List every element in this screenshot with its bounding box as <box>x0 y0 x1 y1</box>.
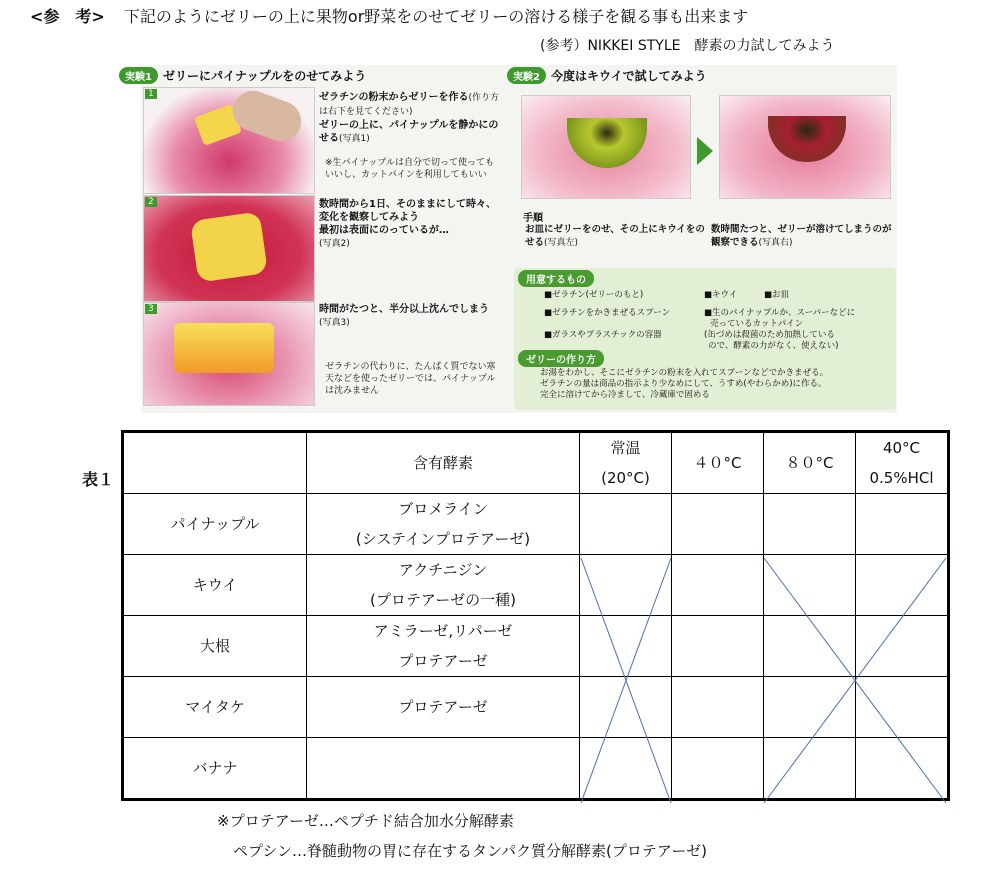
result-cell <box>856 494 949 555</box>
photo-3 <box>143 302 315 406</box>
photo-1 <box>143 87 315 194</box>
footnote-pepsin: ペプシン…脊髄動物の胃に存在するタンパク質分解酵素(プロテアーゼ) <box>233 842 707 860</box>
step3-a: 時間がたつと、半分以上沈んでしまう <box>319 304 489 315</box>
fruit-name-cell: 大根 <box>123 616 307 677</box>
exp2-step-a-note: (写真左) <box>544 238 579 248</box>
result-cell <box>580 616 672 677</box>
header-cell: ８０°C <box>764 432 856 494</box>
exp1-title <box>119 67 366 84</box>
enzyme-cell: ブロメライン (システインプロテアーゼ) <box>307 494 580 555</box>
step1-note: ※生パイナップルは自分で切って使ってもいいし、カットパインを利用してもいい <box>325 158 495 180</box>
reference-tag: <参 考> <box>30 7 105 26</box>
step3-note: ゼラチンの代わりに、たんぱく質でない寒天などを使ったゼリーでは、パイナップルは沈みません <box>325 362 496 396</box>
fruit-name-cell: キウイ <box>123 555 307 616</box>
fruit-name-cell: マイタケ <box>123 677 307 738</box>
table-row <box>123 494 949 555</box>
result-cell <box>856 555 949 616</box>
header-line <box>30 4 748 27</box>
table-label: 表１ <box>82 470 115 489</box>
step1-a-note: (作り方は右下を見てください) <box>319 93 500 117</box>
prep-item: 売っているカットパイン <box>710 319 804 329</box>
result-cell <box>764 677 856 738</box>
prep-item: ので、酵素の力がなく、使えない) <box>708 341 839 351</box>
step1-number: 1 <box>145 89 157 99</box>
header-cell <box>123 432 307 494</box>
result-cell <box>580 555 672 616</box>
fruit-name-cell: バナナ <box>123 738 307 800</box>
table-row <box>123 616 949 677</box>
step2-a: 数時間から1日、そのままにして時々、変化を観察してみよう <box>319 199 496 223</box>
exp2-step-b-text: 数時間たつと、ゼリーが溶けてしまうのが観察できる <box>711 224 892 248</box>
step1-text <box>319 91 499 146</box>
photo-2 <box>143 195 315 302</box>
result-cell <box>580 677 672 738</box>
step1-a: ゼラチンの粉末からゼリーを作る <box>319 92 469 103</box>
step1-b: ゼリーの上に、パイナップルを静かにのせる <box>319 120 499 144</box>
enzyme-table <box>121 430 950 801</box>
step2-text <box>319 198 499 251</box>
step2-number: 2 <box>145 197 157 207</box>
result-cell <box>580 738 672 800</box>
result-cell <box>764 555 856 616</box>
table-row <box>123 738 949 800</box>
step1-b-note: (写真1) <box>339 134 370 144</box>
result-cell <box>580 494 672 555</box>
prep-item: ■ガラスやプラスチックの容器 <box>544 330 662 340</box>
exp2-title-text: 今度はキウイで試してみよう <box>550 69 707 83</box>
exp2-badge: 実験2 <box>507 67 546 84</box>
jelly-step: お湯をわかし、そこにゼラチンの粉末を入れてスプーンなどでかきまぜる。 <box>540 368 829 378</box>
enzyme-cell: アクチニジン (プロテアーゼの一種) <box>307 555 580 616</box>
exp2-step-a <box>525 223 707 250</box>
result-cell <box>764 616 856 677</box>
enzyme-cell <box>307 738 580 800</box>
pineapple-piece <box>174 323 274 373</box>
jelly-method-title: ゼリーの作り方 <box>518 350 604 367</box>
step3-text <box>319 303 499 330</box>
arrow-right-icon <box>697 137 713 165</box>
preparation-box <box>514 268 896 410</box>
step3-a-note: (写真3) <box>319 318 350 328</box>
result-cell <box>672 738 764 800</box>
result-cell <box>672 616 764 677</box>
result-cell <box>764 494 856 555</box>
step2-b: 最初は表面にのっているが… <box>319 225 449 236</box>
kiwi-slice <box>567 118 647 168</box>
fruit-name-cell: パイナップル <box>123 494 307 555</box>
prep-item: ■生のパイナップルか、スーパーなどに <box>704 308 856 318</box>
exp2-step-b <box>711 223 893 250</box>
enzyme-cell: アミラーゼ,リパーゼ プロテアーゼ <box>307 616 580 677</box>
hand-shape <box>227 85 306 147</box>
result-cell <box>672 555 764 616</box>
kiwi-slice <box>768 116 846 162</box>
prep-item: ■キウイ <box>704 290 738 300</box>
exp2-title <box>507 67 707 84</box>
source-citation: (参考）NIKKEI STYLE 酵素の力試してみよう <box>540 38 835 54</box>
prep-title: 用意するもの <box>518 270 594 287</box>
exp1-badge: 実験1 <box>119 67 158 84</box>
prep-item: ■ゼラチンをかきまぜるスプーン <box>544 308 671 318</box>
footnote-protease: ※プロテアーゼ…ペプチド結合加水分解酵素 <box>217 812 514 830</box>
kiwi-photo-right <box>719 95 891 199</box>
result-cell <box>856 616 949 677</box>
table-row <box>123 555 949 616</box>
header-cell: 40°C 0.5%HCl <box>856 432 949 494</box>
pineapple-piece <box>190 211 268 282</box>
header-cell: ４０°C <box>672 432 764 494</box>
prep-item: (缶づめは殺菌のため加熱している <box>704 330 835 340</box>
kiwi-photo-left <box>521 95 691 199</box>
table-header-row <box>123 432 949 494</box>
enzyme-cell: プロテアーゼ <box>307 677 580 738</box>
jelly-step: 完全に溶けてから冷まして、冷蔵庫で固める <box>540 390 710 400</box>
table-row <box>123 677 949 738</box>
step3-number: 3 <box>145 304 157 314</box>
header-text: 下記のようにゼリーの上に果物or野菜をのせてゼリーの溶ける様子を観る事も出来ます <box>123 7 749 26</box>
step2-b-note: (写真2) <box>319 239 350 249</box>
result-cell <box>856 677 949 738</box>
result-cell <box>672 677 764 738</box>
header-cell: 常温 (20°C) <box>580 432 672 494</box>
exp1-title-text: ゼリーにパイナップルをのせてみよう <box>162 69 367 83</box>
exp2-step-b-note: (写真右) <box>758 238 793 248</box>
prep-item: ■ゼラチン(ゼリーのもと) <box>544 290 644 300</box>
exp2-step-a-text: お皿にゼリーをのせ、その上にキウイをのせる <box>525 224 705 248</box>
result-cell <box>672 494 764 555</box>
result-cell <box>856 738 949 800</box>
jelly-step: ゼラチンの量は商品の指示より少なめにして、うすめ(やわらかめ)に作る。 <box>540 379 827 389</box>
header-cell: 含有酵素 <box>307 432 580 494</box>
procedure-label: 手順 <box>523 213 543 224</box>
result-cell <box>764 738 856 800</box>
prep-item: ■お皿 <box>764 290 790 300</box>
